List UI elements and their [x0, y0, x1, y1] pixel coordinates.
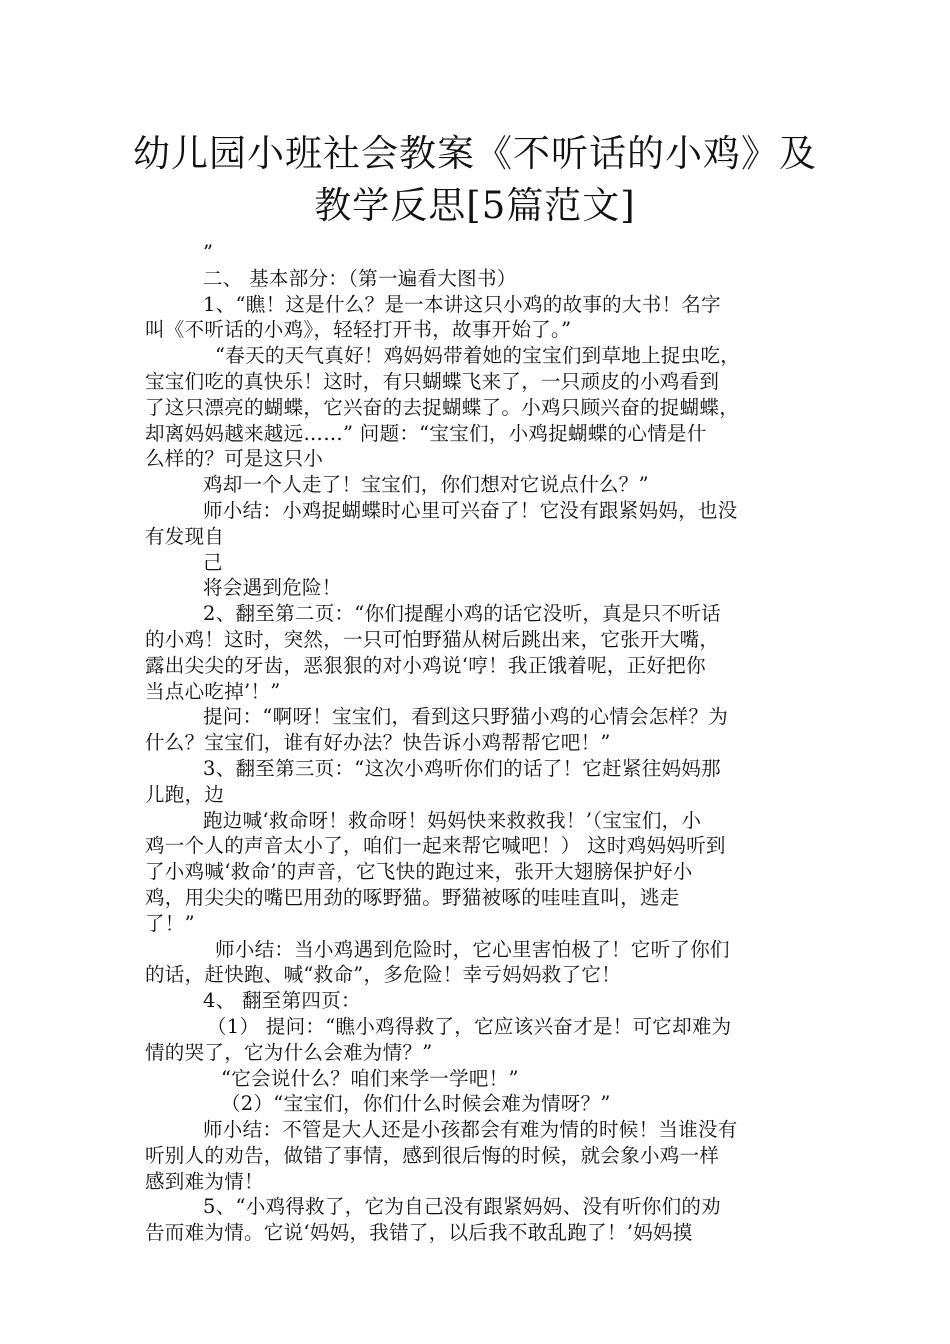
text-line: 提问：“啊呀！宝宝们，看到这只野猫小鸡的心情会怎样？为: [203, 705, 729, 729]
text-line: （1） 提问：“瞧小鸡得救了，它应该兴奋才是！可它却难为: [207, 1014, 732, 1038]
text-line: 鸡一个人的声音太小了，咱们一起来帮它喊吧！） 这时鸡妈妈听到: [145, 834, 726, 858]
text-line: 跑边喊‘救命呀！救命呀！妈妈快来救救我！’（宝宝们，小: [203, 808, 702, 832]
text-line: 儿跑，边: [145, 782, 225, 806]
text-line: 感到难为情！: [145, 1169, 264, 1193]
text-line: 听别人的劝告，做错了事情，感到很后悔的时候，就会象小鸡一样: [145, 1143, 720, 1167]
document-body: [145, 240, 810, 1246]
text-line: 情的哭了，它为什么会难为情？”: [145, 1040, 433, 1064]
text-line: 3、翻至第三页：“这次小鸡听你们的话了！它赶紧往妈妈那: [203, 756, 721, 780]
text-line: 5、“小鸡得救了，它为自己没有跟紧妈妈、没有听你们的劝: [203, 1195, 721, 1219]
text-line: “春天的天气真好！鸡妈妈带着她的宝宝们到草地上捉虫吃，: [215, 344, 741, 368]
text-line: 了这只漂亮的蝴蝶，它兴奋的去捉蝴蝶了。小鸡只顾兴奋的捉蝴蝶，: [145, 395, 740, 419]
text-line: 二、 基本部分：（第一遍看大图书）: [203, 266, 517, 290]
text-line: 的话，赶快跑、喊“救命”，多危险！幸亏妈妈救了它！: [145, 963, 621, 987]
text-line: 告而难为情。它说‘妈妈，我错了，以后我不敢乱跑了！’妈妈摸: [145, 1221, 693, 1245]
text-line: 的小鸡！这时，突然，一只可怕野猫从树后跳出来，它张开大嘴，: [145, 627, 720, 651]
text-line: 师小结：当小鸡遇到危险时，它心里害怕极了！它听了你们: [215, 937, 730, 961]
text-line: 己: [203, 550, 223, 574]
text-line: （2）“宝宝们，你们什么时候会难为情呀？”: [221, 1092, 611, 1116]
text-line: 有发现自: [145, 524, 225, 548]
text-line: 师小结：不管是大人还是小孩都会有难为情的时候！当谁没有: [203, 1118, 738, 1142]
title-line-2: 教学反思[5篇范文]: [314, 184, 636, 227]
text-line: 却离妈妈越来越远……” 问题：“宝宝们，小鸡捉蝴蝶的心情是什: [145, 421, 707, 445]
text-line: 宝宝们吃的真快乐！这时，有只蝴蝶飞来了，一只顽皮的小鸡看到: [145, 369, 720, 393]
text-line: 当点心吃掉’！”: [145, 679, 281, 703]
text-line: 1、“瞧！这是什么？是一本讲这只小鸡的故事的大书！名字: [203, 292, 721, 316]
title-line-1: 幼儿园小班社会教案《不听话的小鸡》及: [133, 132, 817, 175]
text-line: 将会遇到危险！: [203, 576, 342, 600]
text-line: “它会说什么？咱们来学一学吧！”: [221, 1066, 519, 1090]
text-line: 4、 翻至第四页：: [203, 989, 361, 1013]
text-line: ”: [203, 241, 214, 264]
text-line: 鸡却一个人走了！宝宝们，你们想对它说点什么？”: [203, 473, 649, 497]
text-line: 么样的？可是这只小: [145, 447, 324, 471]
text-line: 露出尖尖的牙齿，恶狠狠的对小鸡说‘哼！我正饿着呢，正好把你: [145, 653, 706, 677]
text-line: 了小鸡喊‘救命’的声音，它飞快的跑过来，张开大翅膀保护好小: [145, 860, 693, 884]
text-line: 叫《不听话的小鸡》，轻轻打开书，故事开始了。”: [145, 318, 572, 342]
text-line: 鸡，用尖尖的嘴巴用劲的啄野猫。野猫被啄的哇哇直叫，逃走: [145, 885, 680, 909]
text-line: 了！”: [145, 911, 195, 935]
text-line: 师小结：小鸡捉蝴蝶时心里可兴奋了！它没有跟紧妈妈，也没: [203, 498, 738, 522]
document-title: [100, 128, 850, 232]
text-line: 2、翻至第二页：“你们提醒小鸡的话它没听，真是只不听话: [203, 602, 721, 626]
text-line: 什么？宝宝们，谁有好办法？快告诉小鸡帮帮它吧！”: [145, 731, 611, 755]
